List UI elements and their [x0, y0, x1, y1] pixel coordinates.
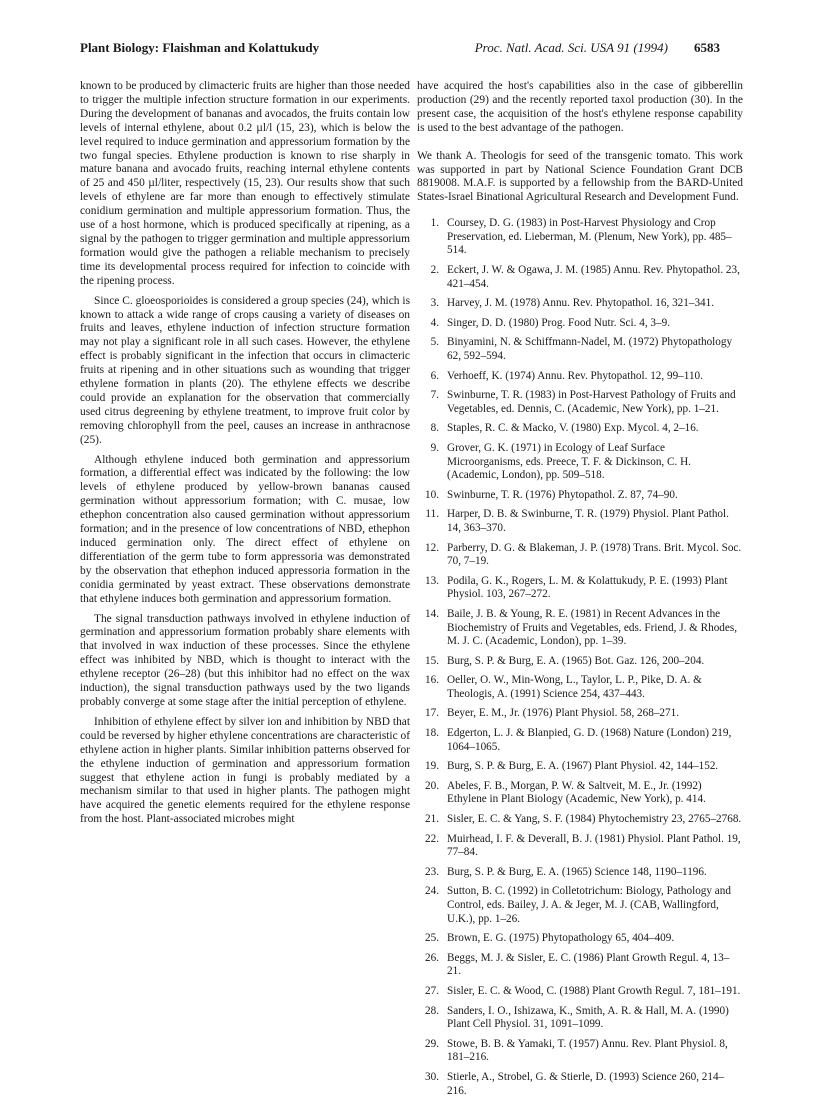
reference-text: Sisler, E. C. & Wood, C. (1988) Plant Growth Regul. 7, 181–191.	[447, 984, 741, 997]
reference-number: 8.	[430, 422, 439, 435]
reference-text: Brown, E. G. (1975) Phytopathology 65, 404–409.	[447, 932, 675, 945]
running-head-section: Plant Biology: Flaishman and Kolattukudy	[80, 40, 320, 55]
reference-item	[417, 674, 743, 701]
reference-number: 28.	[425, 1004, 439, 1017]
running-head-journal	[475, 40, 720, 56]
reference-number: 5.	[430, 336, 439, 349]
reference-item	[417, 508, 743, 535]
reference-text: Oeller, O. W., Min-Wong, L., Taylor, L. P., Pike, D. A. & Theologis, A. (1991) Science 254, 437–443.	[447, 674, 702, 700]
reference-text: Beggs, M. J. & Sisler, E. C. (1986) Plant Growth Regul. 4, 13–21.	[447, 951, 730, 978]
reference-item	[417, 985, 743, 999]
reference-number: 7.	[430, 389, 439, 402]
reference-number: 9.	[430, 441, 439, 454]
paragraph: Since C. gloeosporioides is considered a group species (24), which is known to attack a wide range of crops causing a variety of diseases on fruits and leaves, ethylene induction of infection structure formation may not play a significant role in all such cases. However, the ethylene effect is probably significant in the infection that occurs in climacteric fruits at ripening and in other situations such as wounding that trigger ethylene formation in plants (20). The ethylene effects we describe could provide an explanation for the observation that commercially used citrus degreening by ethylene treatment, to improve fruit color by removing chlorophyll from the peel, causes an increase in anthracnose (25).	[80, 294, 410, 446]
reference-number: 12.	[425, 541, 439, 554]
reference-item	[417, 297, 743, 311]
reference-text: Burg, S. P. & Burg, E. A. (1967) Plant Physiol. 42, 144–152.	[447, 760, 719, 773]
reference-text: Abeles, F. B., Morgan, P. W. & Saltveit, M. E., Jr. (1992) Ethylene in Plant Biology (Academic, New York), p. 414.	[447, 779, 706, 806]
paragraph-continuation: have acquired the host's capabilities also in the case of gibberellin production (29) and the recently reported taxol production (30). In the present case, the acquisition of the host's ethylene response capability is used to the best advantage of the pathogen.	[417, 80, 743, 134]
reference-item	[417, 780, 743, 807]
reference-item	[417, 727, 743, 754]
reference-text: Singer, D. D. (1980) Prog. Food Nutr. Sci. 4, 3–9.	[447, 316, 670, 329]
reference-text: Edgerton, L. J. & Blanpied, G. D. (1968) Nature (London) 219, 1064–1065.	[447, 727, 732, 753]
reference-item	[417, 489, 743, 503]
reference-item	[417, 389, 743, 416]
reference-text: Coursey, D. G. (1983) in Post-Harvest Physiology and Crop Preservation, ed. Lieberman, M. (Plenum, New York), pp. 485–514.	[447, 217, 732, 257]
reference-item	[417, 264, 743, 291]
reference-item	[417, 1038, 743, 1065]
reference-item	[417, 707, 743, 721]
reference-text: Sanders, I. O., Ishizawa, K., Smith, A. R. & Hall, M. A. (1990) Plant Cell Physiol. 31, 1091–1099.	[447, 1004, 729, 1031]
reference-item	[417, 217, 743, 258]
reference-item	[417, 370, 743, 384]
reference-number: 10.	[425, 488, 439, 501]
reference-item	[417, 885, 743, 926]
reference-item	[417, 336, 743, 363]
acknowledgment: We thank A. Theologis for seed of the transgenic tomato. This work was supported in part by National Science Foundation Grant DCB 8819008. M.A.F. is supported by a fellowship from the BARD-United States-Israel Binational Agricultural Research and Development Fund.	[417, 149, 743, 204]
reference-number: 18.	[425, 727, 439, 740]
reference-number: 23.	[425, 865, 439, 878]
paragraph: Although ethylene induced both germination and appressorium formation, a differential effect was indicated by the following: the low levels of ethylene produced by yellow-brown bananas caused germination without appressorium formation; with C. musae, low ethephon concentration also caused germination without appressorium formation; and in the presence of low concentrations of NBD, ethephon induced germination only. The direct effect of ethylene on differentiation of the germ tube to form appressoria was demonstrated by the observation that ethephon induced appressoria formation in the conidia germinated by yeast extract. These observations demonstrate that ethylene induces both germination and appressorium formation.	[80, 453, 410, 605]
reference-text: Burg, S. P. & Burg, E. A. (1965) Science 148, 1190–1196.	[447, 865, 707, 878]
reference-number: 14.	[425, 607, 439, 620]
reference-item	[417, 866, 743, 880]
reference-number: 29.	[425, 1037, 439, 1050]
journal-citation: Proc. Natl. Acad. Sci. USA 91 (1994)	[474, 40, 668, 55]
reference-number: 3.	[430, 297, 439, 310]
reference-item	[417, 422, 743, 436]
reference-number: 4.	[430, 316, 439, 329]
reference-number: 16.	[425, 674, 439, 687]
reference-text: Muirhead, I. F. & Deverall, B. J. (1981) Physiol. Plant Pathol. 19, 77–84.	[447, 832, 741, 859]
reference-item	[417, 760, 743, 774]
reference-text: Verhoeff, K. (1974) Annu. Rev. Phytopathol. 12, 99–110.	[447, 369, 703, 382]
left-column	[80, 80, 410, 833]
reference-number: 27.	[425, 984, 439, 997]
reference-number: 13.	[425, 574, 439, 587]
reference-text: Burg, S. P. & Burg, E. A. (1965) Bot. Gaz. 126, 200–204.	[447, 654, 705, 667]
reference-text: Harvey, J. M. (1978) Annu. Rev. Phytopathol. 16, 321–341.	[447, 297, 715, 310]
reference-item	[417, 542, 743, 569]
reference-item	[417, 608, 743, 649]
reference-number: 11.	[425, 508, 439, 521]
reference-item	[417, 1071, 743, 1098]
reference-item	[417, 1005, 743, 1032]
paragraph: Inhibition of ethylene effect by silver ion and inhibition by NBD that could be reversed by higher ethylene concentrations are characteristic of ethylene action in higher plants. Similar inhibition patterns observed for the ethylene induction of germination and appressorium formation suggest that ethylene action in fungi is probably mediated by a mechanism similar to that used in higher plants. The pathogen might have acquired the genetic elements required for the ethylene response from the host. Plant-associated microbes might	[80, 715, 410, 826]
reference-text: Grover, G. K. (1971) in Ecology of Leaf Surface Microorganisms, eds. Preece, T. F. & Dickinson, C. H. (Academic, London), pp. 509–518.	[447, 441, 691, 482]
reference-number: 20.	[425, 779, 439, 792]
reference-number: 17.	[425, 707, 439, 720]
reference-list	[417, 217, 743, 1098]
reference-number: 30.	[425, 1070, 439, 1083]
reference-text: Binyamini, N. & Schiffmann-Nadel, M. (1972) Phytopathology 62, 592–594.	[447, 336, 733, 362]
reference-number: 2.	[430, 264, 439, 277]
reference-item	[417, 932, 743, 946]
reference-number: 19.	[425, 760, 439, 773]
reference-text: Eckert, J. W. & Ogawa, J. M. (1985) Annu. Rev. Phytopathol. 23, 421–454.	[447, 264, 740, 290]
reference-number: 1.	[430, 217, 439, 230]
reference-number: 15.	[425, 654, 439, 667]
reference-text: Staples, R. C. & Macko, V. (1980) Exp. Mycol. 4, 2–16.	[447, 422, 699, 435]
reference-text: Stowe, B. B. & Yamaki, T. (1957) Annu. Rev. Plant Physiol. 8, 181–216.	[447, 1037, 728, 1064]
reference-text: Podila, G. K., Rogers, L. M. & Kolattukudy, P. E. (1993) Plant Physiol. 103, 267–272.	[447, 574, 728, 601]
reference-text: Stierle, A., Strobel, G. & Stierle, D. (1993) Science 260, 214–216.	[447, 1070, 725, 1097]
reference-item	[417, 317, 743, 331]
reference-item	[417, 833, 743, 860]
reference-item	[417, 442, 743, 483]
reference-number: 22.	[425, 832, 439, 845]
page-number: 6583	[694, 40, 720, 55]
paragraph: known to be produced by climacteric fruits are higher than those needed to trigger the multiple infection structure formation in our experiments. During the development of bananas and avocados, the fruits contain low levels of internal ethylene, about 0.2 µl/l (15, 23), which is below the level required to induce germination and appressorium formation by the two fungal species. Ethylene production is known to rise sharply in mature banana and avocado fruits, reaching internal ethylene contents of 25 and 450 µl/liter, respectively (15, 23). Our results show that such levels of ethylene are far more than enough to effectively stimulate conidium germination and multiple appressorium formation. Thus, the use of a host hormone, which is produced specifically at ripening, as a signal by the pathogen to trigger germination and multiple appressorium formation would give the pathogen a reliable mechanism to precisely time its developmental process required for infection to coincide with the ripening process.	[80, 80, 410, 287]
reference-item	[417, 813, 743, 827]
right-column	[417, 80, 743, 1104]
reference-text: Swinburne, T. R. (1983) in Post-Harvest Pathology of Fruits and Vegetables, ed. Dennis, C. (Academic, New York), pp. 1–21.	[447, 389, 736, 415]
reference-text: Parberry, D. G. & Blakeman, J. P. (1978) Trans. Brit. Mycol. Soc. 70, 7–19.	[447, 541, 742, 568]
reference-text: Sutton, B. C. (1992) in Colletotrichum: Biology, Pathology and Control, eds. Bailey, J. A. & Jeger, M. J. (CAB, Wallingford, U.K.), pp. 1–26.	[447, 885, 731, 925]
reference-text: Harper, D. B. & Swinburne, T. R. (1979) Physiol. Plant Pathol. 14, 363–370.	[447, 508, 729, 534]
reference-text: Baile, J. B. & Young, R. E. (1981) in Recent Advances in the Biochemistry of Fruits and Vegetables, eds. Friend, J. & Rhodes, M. J. C. (Academic, London), pp. 1–39.	[447, 607, 738, 648]
reference-text: Sisler, E. C. & Yang, S. F. (1984) Phytochemistry 23, 2765–2768.	[447, 813, 742, 826]
reference-item	[417, 655, 743, 669]
reference-number: 24.	[425, 885, 439, 898]
reference-number: 25.	[425, 932, 439, 945]
reference-item	[417, 575, 743, 602]
paragraph: The signal transduction pathways involved in ethylene induction of germination and appressorium formation probably share elements with that involved in wax induction of these processes. Since the ethylene effect was inhibited by NBD, which is thought to interact with the ethylene receptor (26–28) (but this inhibitor had no effect on the wax induction), the signal transduction pathways used by the two ligands probably converge at some stage after the initial perception of ethylene.	[80, 612, 410, 708]
reference-text: Swinburne, T. R. (1976) Phytopathol. Z. 87, 74–90.	[447, 488, 678, 501]
reference-number: 21.	[425, 813, 439, 826]
reference-item	[417, 952, 743, 979]
reference-number: 6.	[430, 369, 439, 382]
reference-number: 26.	[425, 951, 439, 964]
reference-text: Beyer, E. M., Jr. (1976) Plant Physiol. 58, 268–271.	[447, 707, 679, 720]
